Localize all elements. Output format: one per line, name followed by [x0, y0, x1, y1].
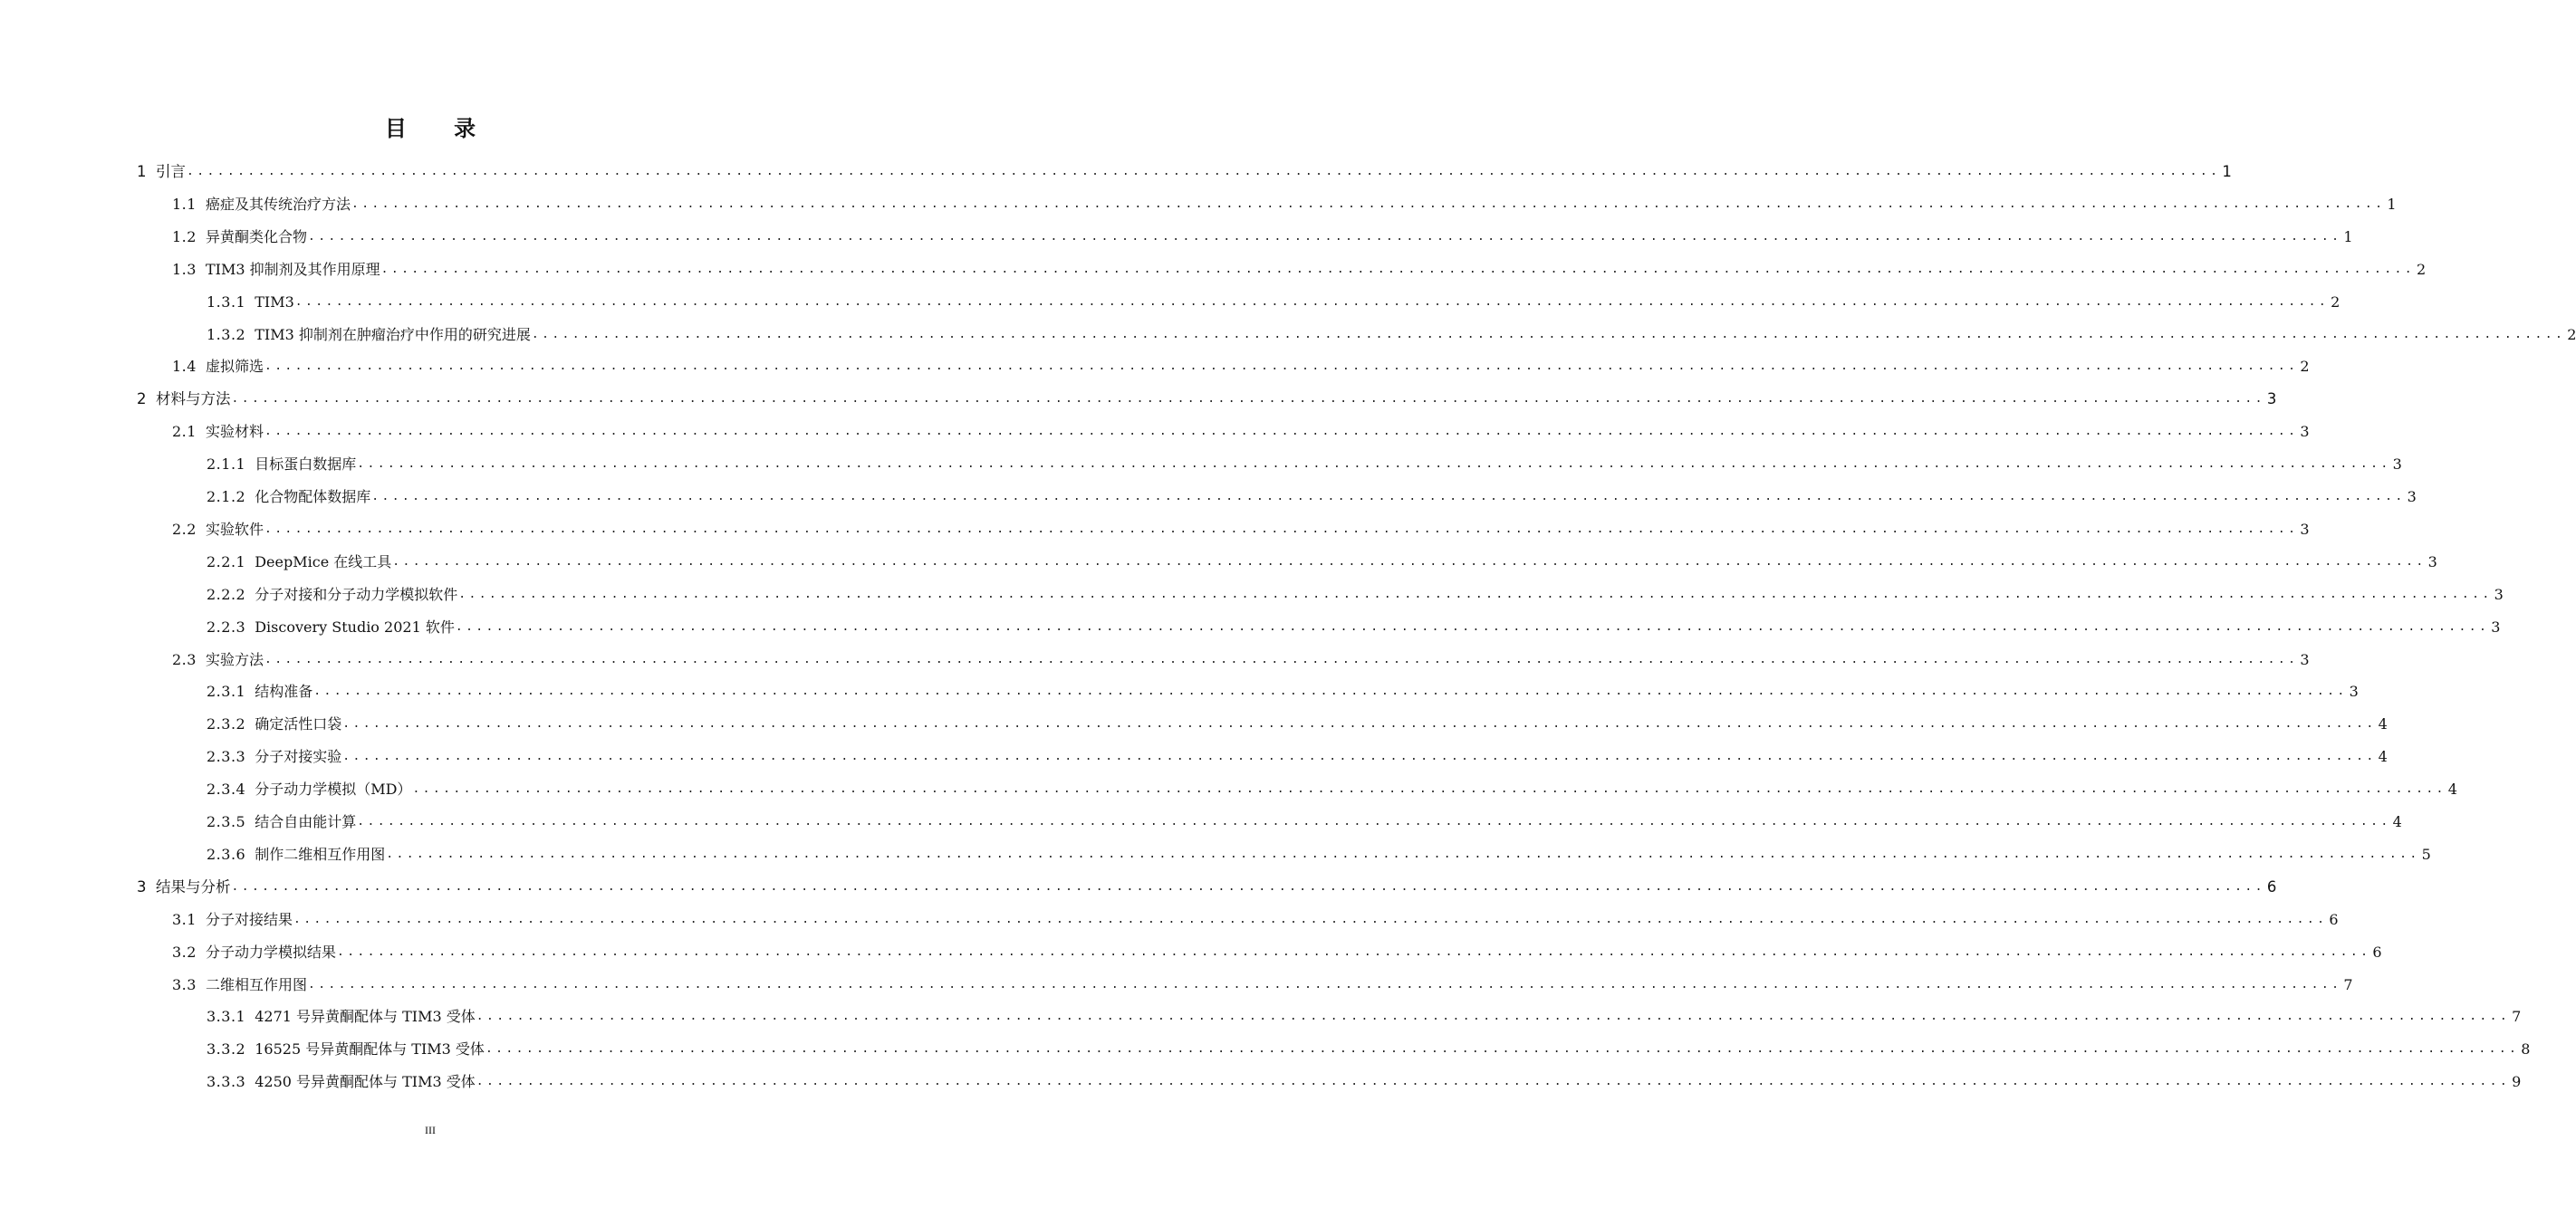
toc-entry-number: 2.2.3 — [207, 618, 246, 636]
toc-entry-page: 1 — [2343, 227, 2353, 245]
toc-entry[interactable] — [207, 584, 2504, 606]
dot-leader: ........................................................................................................................................................................................................ — [307, 977, 2342, 992]
dot-leader: ........................................................................................................................................................................................................ — [342, 750, 2377, 764]
dot-leader: ........................................................................................................................................................................................................ — [380, 262, 2415, 276]
dot-leader: ........................................................................................................................................................................................................ — [371, 490, 2406, 503]
toc-entry-title: 16525 号异黄酮配体与 TIM3 受体 — [255, 1040, 485, 1059]
dot-leader: ........................................................................................................................................................................................................ — [357, 457, 2391, 472]
toc-entry-number: 3.3.1 — [207, 1008, 246, 1026]
toc-entry[interactable] — [172, 421, 2310, 443]
toc-entry[interactable] — [172, 942, 2382, 963]
toc-entry-title: 实验方法 — [205, 650, 264, 668]
toc-entry-number: 3.2 — [172, 943, 197, 961]
toc-entry-page: 3 — [2300, 520, 2310, 538]
toc-entry-title: TIM3 — [255, 292, 294, 311]
toc-entry[interactable] — [207, 714, 2388, 735]
toc-entry-page: 2 — [2567, 325, 2576, 343]
toc-entry-page: 3 — [2349, 683, 2359, 701]
toc-entry[interactable] — [172, 649, 2310, 671]
toc-entry-title: TIM3 抑制剂及其作用原理 — [205, 260, 380, 278]
toc-entry-number: 2.3.3 — [207, 748, 246, 766]
toc-entry[interactable] — [172, 226, 2353, 248]
toc-entry-page: 4 — [2392, 813, 2402, 830]
toc-entry-page: 3 — [2266, 390, 2277, 408]
toc-entry-page: 3 — [2300, 423, 2310, 441]
toc-entry-number: 2.1 — [172, 423, 197, 441]
dot-leader: ........................................................................................................................................................................................................ — [293, 912, 2328, 926]
toc-entry-number: 2.3.1 — [207, 683, 246, 701]
toc-entry-title: 实验材料 — [205, 423, 264, 441]
toc-entry-page: 1 — [2222, 163, 2232, 180]
toc-entry-number: 1.4 — [172, 358, 197, 376]
toc-entry-page: 3 — [2491, 618, 2501, 636]
toc-entry[interactable] — [137, 388, 2277, 410]
toc-entry[interactable] — [207, 454, 2402, 475]
toc-entry-title: 癌症及其传统治疗方法 — [205, 195, 351, 213]
toc-entry[interactable] — [207, 779, 2457, 800]
toc-entry[interactable] — [172, 974, 2353, 996]
toc-entry-number: 3 — [137, 877, 147, 896]
toc-entry[interactable] — [207, 292, 2341, 313]
toc-entry-title: 化合物配体数据库 — [255, 488, 371, 505]
dot-leader: ........................................................................................................................................................................................................ — [264, 652, 2299, 666]
toc-entry-number: 3.1 — [172, 910, 197, 928]
toc-entry[interactable] — [207, 746, 2388, 768]
toc-entry-page: 4 — [2378, 715, 2388, 733]
dot-leader: ........................................................................................................................................................................................................ — [264, 359, 2299, 374]
toc-entry-title: 引言 — [156, 163, 186, 180]
toc-entry-title: 结合自由能计算 — [255, 813, 357, 830]
toc-entry[interactable] — [207, 551, 2437, 573]
dot-leader: ........................................................................................................................................................................................................ — [476, 1010, 2511, 1024]
toc-entry-page: 1 — [2387, 195, 2397, 213]
page-title: 目 录 — [384, 116, 496, 141]
dot-leader: ........................................................................................................................................................................................................ — [455, 619, 2490, 634]
toc-entry-page: 6 — [2372, 943, 2382, 961]
toc-entry-number: 3.3.2 — [207, 1040, 246, 1059]
toc-entry-page: 8 — [2521, 1040, 2531, 1059]
dot-leader: ........................................................................................................................................................................................................ — [231, 392, 2265, 407]
toc-entry-title: 分子对接和分子动力学模拟软件 — [255, 585, 458, 603]
dot-leader: ........................................................................................................................................................................................................ — [187, 165, 2221, 178]
toc-entry-title: 结果与分析 — [156, 877, 231, 896]
dot-leader: ........................................................................................................................................................................................................ — [307, 229, 2342, 244]
dot-leader: ........................................................................................................................................................................................................ — [264, 425, 2299, 439]
dot-leader: ........................................................................................................................................................................................................ — [294, 294, 2330, 309]
toc-entry-page: 2 — [2331, 292, 2341, 311]
dot-leader: ........................................................................................................................................................................................................ — [386, 847, 2420, 861]
toc-entry-title: 确定活性口袋 — [255, 715, 342, 733]
toc-entry-title: 二维相互作用图 — [205, 975, 307, 993]
toc-entry-title: Discovery Studio 2021 软件 — [255, 618, 455, 636]
dot-leader: ........................................................................................................................................................................................................ — [476, 1075, 2511, 1089]
toc-entry-number: 2.1.1 — [207, 455, 246, 474]
toc-entry[interactable] — [172, 259, 2427, 281]
dot-leader: ........................................................................................................................................................................................................ — [351, 196, 2386, 211]
toc-entry-number: 1.2 — [172, 227, 197, 245]
dot-leader: ........................................................................................................................................................................................................ — [231, 879, 2265, 894]
toc-entry-number: 2.3 — [172, 650, 197, 668]
toc-entry-title: 4271 号异黄酮配体与 TIM3 受体 — [255, 1008, 476, 1026]
toc-entry[interactable] — [207, 1071, 2522, 1093]
toc-entry-number: 2 — [137, 390, 147, 408]
toc-entry-page: 6 — [2329, 910, 2339, 928]
toc-entry[interactable] — [207, 811, 2402, 833]
toc-entry-page: 3 — [2427, 552, 2437, 570]
dot-leader: ........................................................................................................................................................................................................ — [357, 815, 2391, 829]
dot-leader: ........................................................................................................................................................................................................ — [264, 522, 2299, 536]
toc-entry-title: TIM3 抑制剂在肿瘤治疗中作用的研究进展 — [255, 325, 531, 343]
dot-leader: ........................................................................................................................................................................................................ — [336, 944, 2371, 959]
toc-entry-title: 分子对接实验 — [255, 748, 342, 766]
toc-entry-title: DeepMice 在线工具 — [255, 552, 392, 570]
toc-entry[interactable] — [172, 909, 2339, 931]
toc-entry-title: 分子对接结果 — [205, 910, 293, 928]
toc-entry-title: 虚拟筛选 — [205, 358, 264, 376]
toc-entry[interactable] — [207, 617, 2501, 638]
dot-leader: ........................................................................................................................................................................................................ — [342, 717, 2377, 732]
dot-leader: ........................................................................................................................................................................................................ — [458, 587, 2493, 601]
toc-entry[interactable] — [137, 161, 2232, 183]
toc-entry-page: 4 — [2447, 781, 2457, 799]
toc-entry[interactable] — [172, 356, 2310, 378]
toc-entry-number: 1.1 — [172, 195, 197, 213]
toc-entry-number: 1.3.2 — [207, 325, 246, 343]
toc-entry-page: 2 — [2416, 260, 2427, 278]
toc-entry-title: 异黄酮类化合物 — [205, 227, 307, 245]
dot-leader: ........................................................................................................................................................................................................ — [313, 685, 2348, 699]
toc-entry-page: 3 — [2407, 488, 2417, 505]
toc-entry-page: 3 — [2300, 650, 2310, 668]
dot-leader: ........................................................................................................................................................................................................ — [485, 1042, 2520, 1057]
toc-entry-number: 3.3.3 — [207, 1073, 246, 1091]
dot-leader: ........................................................................................................................................................................................................ — [412, 782, 2446, 797]
toc-entry-number: 2.3.4 — [207, 781, 246, 799]
toc-entry-title: 分子动力学模拟（MD） — [255, 781, 412, 799]
toc-entry-page: 7 — [2512, 1008, 2522, 1026]
toc-entry-page: 9 — [2512, 1073, 2522, 1091]
toc-entry-page: 6 — [2266, 877, 2277, 896]
toc-entry[interactable] — [207, 324, 2576, 346]
toc-entry[interactable] — [137, 877, 2277, 898]
toc-entry-title: 实验软件 — [205, 520, 264, 538]
toc-entry[interactable] — [207, 1039, 2531, 1060]
toc-entry-number: 2.3.5 — [207, 813, 246, 830]
toc-entry-number: 1.3.1 — [207, 292, 246, 311]
toc-entry-page: 3 — [2494, 585, 2504, 603]
toc-entry[interactable] — [207, 486, 2417, 508]
toc-entry-page: 3 — [2392, 455, 2402, 474]
toc-entry-number: 1.3 — [172, 260, 197, 278]
dot-leader: ........................................................................................................................................................................................................ — [531, 327, 2566, 341]
page-number: III — [425, 1124, 436, 1136]
toc-entry[interactable] — [207, 844, 2431, 866]
toc-entry-number: 2.3.2 — [207, 715, 246, 733]
toc-entry-number: 2.1.2 — [207, 488, 246, 505]
dot-leader: ........................................................................................................................................................................................................ — [392, 554, 2427, 569]
toc-entry[interactable] — [207, 1006, 2522, 1028]
toc-entry[interactable] — [172, 194, 2397, 216]
toc-entry-title: 制作二维相互作用图 — [255, 845, 386, 863]
toc-entry-number: 3.3 — [172, 975, 197, 993]
toc-entry[interactable] — [172, 519, 2310, 541]
toc-entry-number: 2.2 — [172, 520, 197, 538]
toc-entry-number: 2.2.1 — [207, 552, 246, 570]
toc-entry-page: 7 — [2343, 975, 2353, 993]
toc-entry-title: 结构准备 — [255, 683, 313, 701]
toc-entry-title: 材料与方法 — [156, 390, 231, 408]
toc-entry-number: 1 — [137, 163, 147, 180]
toc-entry-number: 2.2.2 — [207, 585, 246, 603]
toc-entry-number: 2.3.6 — [207, 845, 246, 863]
toc-entry-page: 4 — [2378, 748, 2388, 766]
toc-entry-title: 分子动力学模拟结果 — [205, 943, 336, 961]
toc-entry-title: 目标蛋白数据库 — [255, 455, 357, 474]
toc-entry-page: 5 — [2421, 845, 2431, 863]
toc-entry-page: 2 — [2300, 358, 2310, 376]
toc-entry[interactable] — [207, 681, 2359, 703]
toc-entry-title: 4250 号异黄酮配体与 TIM3 受体 — [255, 1073, 476, 1091]
